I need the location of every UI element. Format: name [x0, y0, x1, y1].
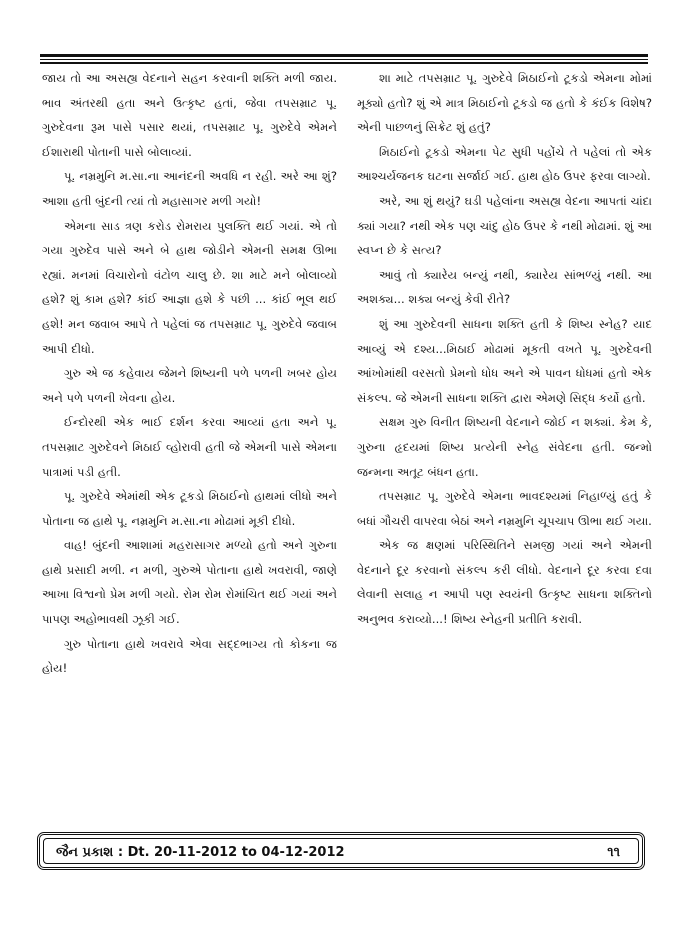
paragraph: ગુરુ પોતાના હાથે ખવરાવે એવા સદ્દભાગ્ય તો કોકના જ હોય!	[42, 636, 337, 676]
paragraph: સક્ષમ ગુરુ વિનીત શિષ્યની વેદનાને જોઈ ન શક્યાં. કેમ કે, ગુરુના હૃદયમાં શિષ્ય પ્રત્યેની સ્નેહ સંવેદના હતી. જન્મો જન્મના અતૂટ બંધન હતા.	[357, 415, 652, 479]
footer-inner-frame	[43, 838, 639, 864]
paragraph: જાય તો આ અસહ્ય વેદનાને સહન કરવાની શક્તિ મળી જાય. ભાવ અંતરથી હતા અને ઉત્કૃષ્ટ હતાં, જેવા તપસમ્રાટ પૂ. ગુરુદેવના રૂમ પાસે પસાર થયાં, તપસમ્રાટ પૂ. ગુરુદેવે એમને ઈશારાથી પોતાની પાસે બોલાવ્યાં.	[42, 71, 337, 159]
paragraph: પૂ. ગુરુદેવે એમાંથી એક ટૂકડો મિઠાઈનો હાથમાં લીધો અને પોતાના જ હાથે પૂ. નમ્રમુનિ મ.સા.ના મોઢામાં મૂકી દીધો.	[42, 489, 337, 528]
footer-frame	[37, 832, 645, 870]
paragraph: ગુરુ એ જ કહેવાય જેમને શિષ્યની પળે પળની ખબર હોય અને પળે પળની ખેવના હોય.	[42, 366, 337, 405]
paragraph: શું આ ગુરુદેવની સાધના શક્તિ હતી કે શિષ્ય સ્નેહ? યાદ આવ્યું એ દશ્ય...મિઠાઈ મોઢામાં મૂકતી વખતે પૂ. ગુરુદેવની આંખોમાંથી વરસતો પ્રેમનો ધોધ અને એ પાવન ધોધમાં હતો એક સંકલ્પ. જે એમની સાધના શક્તિ દ્વારા એમણે સિદ્ધ કર્યો હતો.	[357, 316, 652, 405]
header-rule-thin	[40, 59, 648, 60]
paragraph: તપસમ્રાટ પૂ. ગુરુદેવે એમના ભાવદશ્યમાં નિહાળ્યું હતું કે બધાં ગૌચરી વાપરવા બેઠાં અને નમ્રમુનિ ચૂપચાપ ઊભા થઈ ગયા.	[357, 489, 652, 528]
left-column	[42, 66, 337, 834]
header-rule-bottom	[40, 62, 648, 64]
paragraph: વાહ! બુંદની આશામાં મહરાસાગર મળ્યો હતો અને ગુરુના હાથે પ્રસાદી મળી. ન મળી, ગુરુએ પોતાના હાથે ખવરાવી, જાણે આખા વિશ્વનો પ્રેમ મળી ગયો. રોમ રોમ રોમાંચિત થઈ ગયાં અને પાપણ અહોભાવથી ઝૂકી ગઈ.	[42, 538, 337, 627]
paragraph: એક જ ક્ષણમાં પરિસ્થિતિને સમજી ગયાં અને એમની વેદનાને દૂર કરવાનો સંકલ્પ કરી લીધો. વેદનાને દૂર કરવા દવા લેવાની સલાહ ન આપી પણ સ્વયંની ઉત્કૃષ્ટ સાધના શક્તિનો અનુભવ કરાવ્યો...! શિષ્ય સ્નેહની પ્રતીતિ કરાવી.	[357, 538, 652, 627]
publication-line: જૈન પ્રકાશ : Dt. 20-11-2012 to 04-12-2012	[56, 845, 345, 860]
paragraph: અરે, આ શું થયું? ઘડી પહેલાંના અસહ્ય વેદના આપતાં ચાંદા ક્યાં ગયા? નથી એક પણ ચાંદુ હોઠ ઉપર કે નથી મોઢામાં. શું આ સ્વપ્ન છે કે સત્ય?	[357, 193, 652, 258]
paragraph: આવું તો ક્યારેય બન્યું નથી, ક્યારેય સાંભળ્યું નથી. આ અશક્ય... શક્ય બન્યું કેવી રીતે?	[357, 267, 652, 307]
paragraph: એમના સાડ ત્રણ કરોડ રોમરાય પુલક્તિ થઈ ગયાં. એ તો ગયા ગુરુદેવ પાસે અને બે હાથ જોડીને એમની સમક્ષ ઊભા રહ્યાં. મનમાં વિચારોનો વંટોળ ચાલુ છે. શા માટે મને બોલાવ્યો હશે? શું કામ હશે? કાંઈ આજ્ઞા હશે કે પછી ... કાંઈ ભૂલ થઈ હશે! મન જવાબ આપે તે પહેલાં જ તપસમ્રાટ પૂ. ગુરુદેવે જવાબ આપી દીધો.	[42, 218, 337, 356]
paragraph: પૂ. નમ્રમુનિ મ.સા.ના આનંદની અવધિ ન રહી. અરે આ શું? આશા હતી બુંદની ત્યાં તો મહાસાગર મળી ગયો!	[42, 169, 337, 208]
header-rule-thick	[40, 54, 648, 57]
page-number: ૧૧	[607, 845, 620, 860]
paragraph: ઈન્દોરથી એક ભાઈ દર્શન કરવા આવ્યાં હતા અને પૂ. તપસમ્રાટ ગુરુદેવને મિઠાઈ વ્હોરાવી હતી જે એમની પાસે એમના પાત્રામાં પડી હતી.	[42, 415, 337, 479]
paragraph: શા માટે તપસમ્રાટ પૂ. ગુરુદેવે મિઠાઈનો ટૂકડો એમના મોમાં મૂક્યો હતો? શું એ માત્ર મિઠાઈનો ટૂકડો જ હતો કે કંઈક વિશેષ? એની પાછળનું સિક્રેટ શું હતું?	[357, 71, 652, 135]
right-column	[357, 66, 652, 834]
paragraph: મિઠાઈનો ટૂકડો એમના પેટ સુધી પહોંચે તે પહેલાં તો એક આશ્ચર્યજનક ઘટના સર્જાઈ ગઈ. હાથ હોઠ ઉપર ફરવા લાગ્યો.	[357, 144, 652, 184]
